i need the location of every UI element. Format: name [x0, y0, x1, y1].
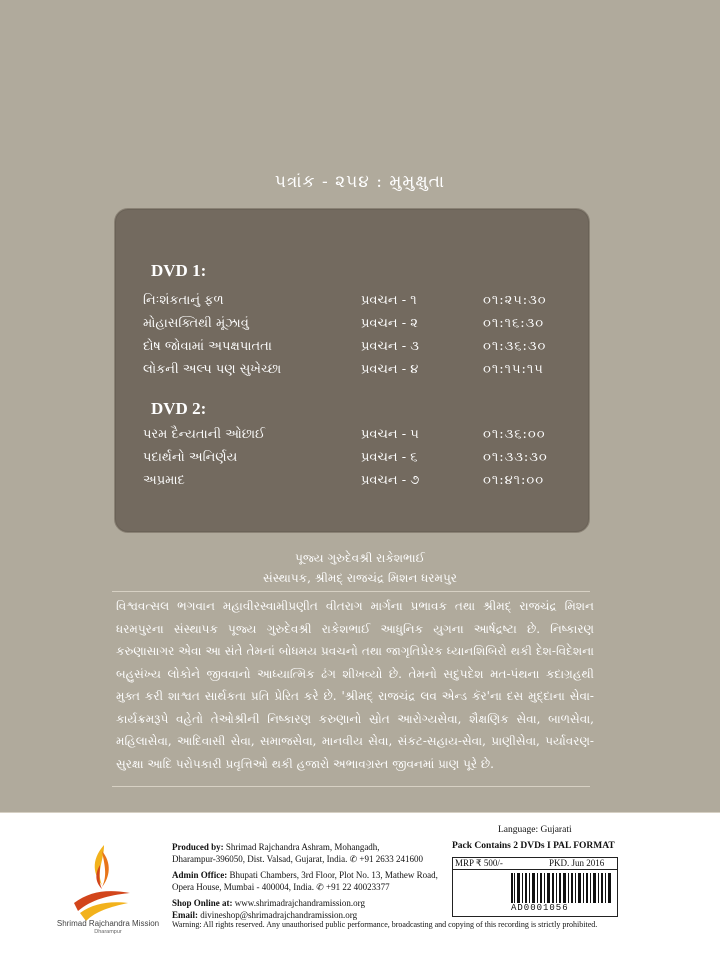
track-row	[143, 450, 583, 472]
logo-subtitle: Dharampur	[94, 929, 122, 935]
track-row	[143, 316, 583, 338]
track-pravachan: પ્રવચન - ૧	[361, 293, 417, 308]
barcode-box	[452, 869, 618, 917]
guru-name: પૂજ્ય ગુરુદેવશ્રી રાકેશભાઈ	[295, 551, 425, 565]
footer-panel	[0, 812, 720, 958]
track-name: પદાર્થનો અનિર્ણય	[143, 450, 238, 465]
track-name: નિઃશંકતાનું ફળ	[143, 293, 224, 308]
copyright-warning: Warning: All rights reserved. Any unauthorised public performance, broadcasting and copying of this recording is strictly prohibited.	[172, 920, 598, 929]
produced-address: Shrimad Rajchandra Ashram, Mohangadh,	[225, 842, 380, 852]
track-pravachan: પ્રવચન - ૨	[361, 316, 418, 331]
track-row	[143, 339, 583, 361]
mission-logo-icon	[60, 841, 140, 931]
produced-address-2: Dharampur-396050, Dist. Valsad, Gujarat, India. ✆ +91 2633 241600	[172, 854, 423, 864]
track-name: અપ્રમાદ	[143, 473, 185, 488]
description-paragraph: વિશ્વવત્સલ ભગવાન મહાવીરસ્વામીપ્રણીત વીતરાગ માર્ગના પ્રભાવક તથા શ્રીમદ્ રાજચંદ્ર મિશન ધરમપુરના સંસ્થાપક પૂજ્ય ગુરુદેવશ્રી રાકેશભાઈ આધુનિક યુગના આર્ષદ્રષ્ટા છે. નિષ્કારણ કરુણાસાગર એવા આ સંતે તેમનાં બોધમય પ્રવચનો તથા જાગૃતિપ્રેરક ધ્યાનશિબિરો થકી દેશ-વિદેશના બહુસંખ્ય લોકોને જીવવાનો આધ્યાત્મિક ઢંગ શીખવ્યો છે. તેમનો સદુપદેશ મત-પંથના કદાગ્રહથી મુક્ત કરી શાશ્વત સાર્થકતા પ્રતિ પ્રેરિત કરે છે. 'શ્રીમદ્ રાજચંદ્ર લવ એન્ડ કૅર'ના દસ મુદ્દાના સેવા-કાર્યક્રમરૂપે વહેતો તેઓશ્રીની નિષ્કારણ કરુણાનો સ્રોત આરોગ્યસેવા, શૈક્ષણિક સેવા, બાળસેવા, મહિલાસેવા, આદિવાસી સેવા, સમાજસેવા, માનવીય સેવા, સંકટ-સહાય-સેવા, પ્રાણીસેવા, પર્યાવરણ-સુરક્ષા આદિ પરોપકારી પ્રવૃત્તિઓ થકી હજારો અભાવગ્રસ્ત જીવનમાં પ્રાણ પૂરે છે.	[116, 599, 594, 771]
produced-by	[172, 841, 423, 865]
track-pravachan: પ્રવચન - ૭	[361, 473, 420, 488]
guru-title: સંસ્થાપક, શ્રીમદ્ રાજચંદ્ર મિશન ધરમપુર	[263, 571, 457, 585]
produced-label: Produced by:	[172, 842, 224, 852]
logo-name: Shrimad Rajchandra Mission	[56, 919, 160, 928]
dvd-contents-box	[114, 208, 590, 533]
track-name: દોષ જોવામાં અપક્ષપાતતા	[143, 339, 272, 354]
track-row	[143, 427, 583, 449]
shop-online	[172, 897, 365, 921]
track-name: પરમ દૈન્યતાની ઓછાઈ	[143, 427, 266, 442]
track-duration: ૦૧:૧૫:૧૫	[483, 362, 544, 377]
admin-label: Admin Office:	[172, 870, 228, 880]
track-duration: ૦૧:૩૬:૩૦	[483, 339, 547, 354]
admin-office	[172, 869, 438, 893]
divider-top	[112, 591, 590, 592]
packed-date: PKD. Jun 2016	[549, 858, 605, 868]
track-pravachan: પ્રવચન - ૫	[361, 427, 419, 442]
email-label: Email:	[172, 910, 198, 920]
track-pravachan: પ્રવચન - ૩	[361, 339, 419, 354]
admin-address: Bhupati Chambers, 3rd Floor, Plot No. 13, Mathew Road,	[229, 870, 438, 880]
track-duration: ૦૧:૨૫:૩૦	[483, 293, 547, 308]
track-row	[143, 362, 583, 384]
dvd1-heading: DVD 1:	[151, 261, 207, 280]
email-link[interactable]: divineshop@shrimadrajchandramission.org	[200, 910, 358, 920]
barcode-icon	[511, 873, 611, 903]
page-title: પત્રાંક - ૨૫૪ : મુમુક્ષુતા	[274, 172, 446, 192]
track-row	[143, 473, 583, 495]
divider-bottom	[112, 786, 590, 787]
pack-info: Pack Contains 2 DVDs I PAL FORMAT	[452, 841, 615, 851]
guru-credit	[0, 548, 720, 588]
track-row	[143, 293, 583, 315]
track-duration: ૦૧:૩૬:૦૦	[483, 427, 546, 442]
barcode-number: AD0001056	[511, 903, 569, 913]
dvd2-heading: DVD 2:	[151, 399, 207, 418]
track-pravachan: પ્રવચન - ૬	[361, 450, 418, 465]
track-pravachan: પ્રવચન - ૪	[361, 362, 419, 377]
track-duration: ૦૧:૧૬:૩૦	[483, 316, 545, 331]
admin-address-2: Opera House, Mumbai - 400004, India. ✆ +91 22 40023377	[172, 882, 390, 892]
track-name: મોહાસક્તિથી મૂંઝાવું	[143, 316, 249, 331]
track-duration: ૦૧:૪૧:૦૦	[483, 473, 545, 488]
shop-label: Shop Online at:	[172, 898, 233, 908]
track-duration: ૦૧:૩૩:૩૦	[483, 450, 548, 465]
language-label: Language: Gujarati	[498, 825, 572, 835]
shop-link[interactable]: www.shrimadrajchandramission.org	[234, 898, 366, 908]
mrp-price: MRP ₹ 500/-	[455, 858, 503, 868]
track-name: લોકની અલ્પ પણ સુખેચ્છા	[143, 362, 282, 377]
